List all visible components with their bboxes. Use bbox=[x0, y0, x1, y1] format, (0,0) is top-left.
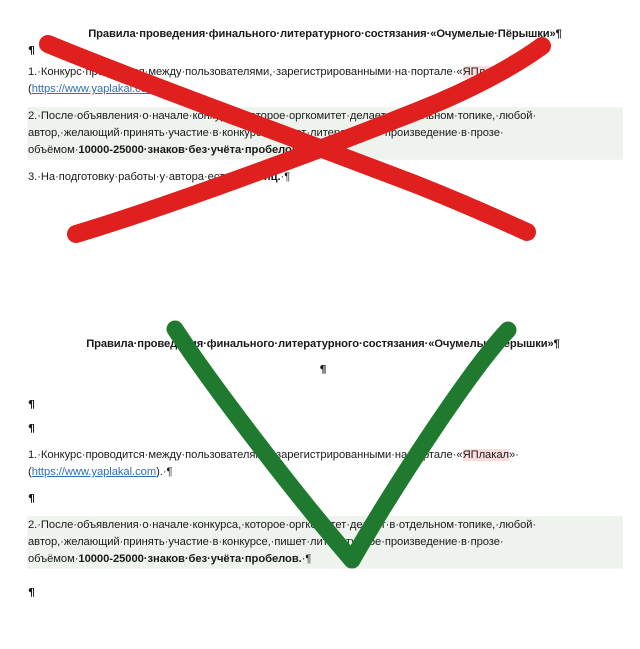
open-paren: ( bbox=[28, 83, 32, 95]
rule-2-line-3-tail: ·¶ bbox=[301, 144, 312, 156]
rejected-rule-item-1 bbox=[28, 64, 622, 98]
accepted-rule-item-1 bbox=[28, 447, 622, 481]
rule-2-volume-bold: 10000-25000·знаков·без·учёта·пробелов. bbox=[78, 553, 302, 565]
brand-name-yaplakal: ЯПлакал bbox=[462, 66, 509, 78]
rule-1-tail: ).·¶ bbox=[156, 466, 173, 478]
rule-3-lead-text: 3.·На·подготовку·работы·у·автора·есть· bbox=[28, 171, 234, 183]
rule-2-line-3-lead: объёмом· bbox=[28, 144, 79, 156]
accepted-rule-item-2 bbox=[28, 517, 622, 568]
rule-2-volume-bold: 10000-25000·знаков·без·учёта·пробелов. bbox=[78, 144, 302, 156]
accepted-document-title: Правила·проведения·финального·литературного·состязания·«Очумелые·Пёрышки»¶ bbox=[86, 338, 560, 350]
rule-2-line-1: 2.·После·объявления·о·начале·конкурса,·которое·оргкомитет·делает·в·отдельном·топике,·любой· bbox=[28, 519, 537, 531]
accepted-blank-line-2 bbox=[28, 420, 640, 437]
yaplakal-hyperlink[interactable]: https://www.yaplakal.com bbox=[31, 83, 157, 95]
pilcrow-mark: ¶ bbox=[28, 586, 35, 599]
rule-2-line-2: автор,·желающий·принять·участие·в·конкурсе,·пишет·литературное·произведение·в·прозе· bbox=[28, 536, 504, 548]
accepted-centered-blank-line bbox=[0, 360, 640, 377]
rejected-blank-line-1 bbox=[28, 42, 640, 59]
rejected-rule-item-3 bbox=[28, 169, 622, 186]
pilcrow-mark: ¶ bbox=[28, 398, 35, 411]
yaplakal-hyperlink[interactable]: https://www.yaplakal.com bbox=[31, 466, 157, 478]
rule-2-line-3-lead: объёмом· bbox=[28, 553, 79, 565]
pilcrow-mark: ¶ bbox=[28, 422, 35, 435]
brand-name-yaplakal: ЯПлакал bbox=[462, 449, 509, 461]
rule-1-lead-text: 1.·Конкурс·проводится·между·пользователями,·зарегистрированными·на·портале·« bbox=[28, 449, 463, 461]
accepted-blank-line-4 bbox=[28, 584, 640, 601]
rejected-rule-item-2 bbox=[28, 108, 622, 159]
rule-3-deadline-bold: 1·месяц. bbox=[233, 171, 281, 183]
rule-1-after-brand: »· bbox=[508, 449, 519, 461]
rule-2-line-3-tail: ·¶ bbox=[301, 553, 312, 565]
pilcrow-mark: ¶ bbox=[28, 492, 35, 505]
accepted-blank-line-1 bbox=[28, 396, 640, 413]
rule-2-line-1: 2.·После·объявления·о·начале·конкурса,·которое·оргкомитет·делает·в·отдельном·топике,·любой· bbox=[28, 110, 537, 122]
rule-2-line-2: автор,·желающий·принять·участие·в·конкурсе,·пишет·литературное·произведение·в·прозе· bbox=[28, 127, 504, 139]
accepted-blank-line-3 bbox=[28, 490, 640, 507]
rejected-document-panel bbox=[0, 26, 640, 248]
rule-1-tail: ).·¶ bbox=[156, 83, 173, 95]
rule-1-after-brand: »· bbox=[508, 66, 519, 78]
rule-3-tail: ·¶ bbox=[280, 171, 291, 183]
rejected-document-title: Правила·проведения·финального·литературного·состязания·«Очумелые·Пёрышки»¶ bbox=[88, 28, 562, 40]
pilcrow-mark: ¶ bbox=[28, 44, 35, 57]
accepted-document-panel bbox=[0, 336, 640, 626]
rule-1-lead-text: 1.·Конкурс·проводится·между·пользователями,·зарегистрированными·на·портале·« bbox=[28, 66, 463, 78]
pilcrow-mark: ¶ bbox=[319, 363, 327, 376]
open-paren: ( bbox=[28, 466, 32, 478]
